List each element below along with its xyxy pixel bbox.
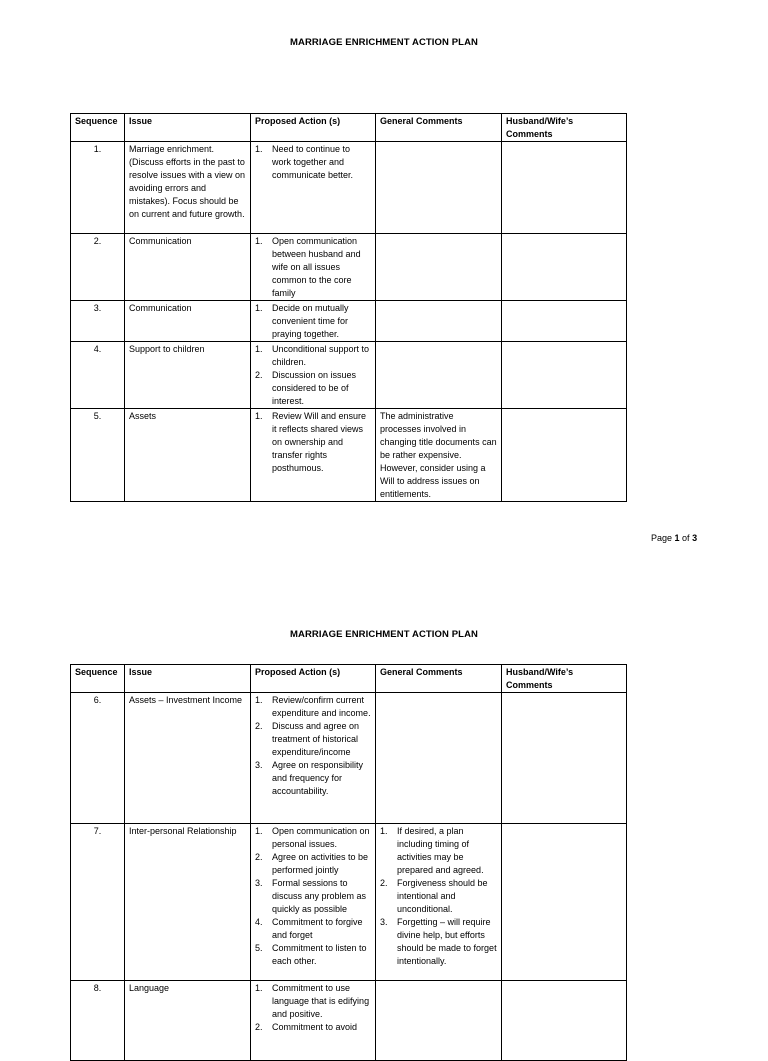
proposed-action-item [255,877,371,916]
table-row [71,409,627,502]
issue-cell: Language [125,981,251,1061]
page-title: MARRIAGE ENRICHMENT ACTION PLAN [290,37,478,48]
list-item-text: Review Will and ensure it reflects shared views on ownership and transfer rights posthumous. [272,411,367,473]
page-number-current: 1 [674,533,680,543]
proposed-actions-cell [251,301,376,342]
table-row [71,301,627,342]
header-proposed-actions: Proposed Action (s) [251,665,376,693]
header-sequence: Sequence [71,665,125,693]
general-comments-cell [376,824,502,981]
table-row [71,693,627,824]
list-number: 1. [255,303,263,313]
sequence-cell: 4. [71,342,125,409]
proposed-action-item [255,942,371,968]
husband-wife-comments-cell [502,824,627,981]
list-number: 4. [255,917,263,927]
issue-cell: Marriage enrichment. (Discuss efforts in the past to resolve issues with a view on avoiding errors and mistakes). Focus should be on current and future growth. [125,142,251,234]
action-plan-table [70,113,627,502]
proposed-action-item [255,851,371,877]
general-comments-cell [376,693,502,824]
list-number: 1. [255,826,263,836]
list-item-text: Discussion on issues considered to be of interest. [272,370,357,406]
proposed-action-item [255,343,371,369]
proposed-action-item [255,916,371,942]
proposed-action-item [255,410,371,475]
proposed-actions-cell [251,409,376,502]
table-row [71,342,627,409]
page-number-total: 3 [692,533,698,543]
husband-wife-comments-cell [502,693,627,824]
general-comments-cell: The administrative processes involved in changing title documents can be rather expensive. However, consider using a Will to address issues on entitlements. [376,409,502,502]
list-item-text: Decide on mutually convenient time for praying together. [272,303,349,339]
proposed-actions-cell [251,693,376,824]
general-comments-cell [376,234,502,301]
issue-cell: Assets – Investment Income [125,693,251,824]
proposed-action-item [255,235,371,300]
header-proposed-actions: Proposed Action (s) [251,114,376,142]
list-item-text: Commitment to forgive and forget [272,917,363,940]
general-comments-cell [376,342,502,409]
general-comments-cell [376,301,502,342]
header-issue: Issue [125,665,251,693]
sequence-cell: 7. [71,824,125,981]
list-number: 1. [255,344,263,354]
list-number: 2. [255,370,263,380]
general-comment-item [380,916,497,968]
proposed-action-item [255,302,371,341]
list-number: 2. [255,1022,263,1032]
sequence-cell: 2. [71,234,125,301]
list-item-text: Unconditional support to children. [272,344,370,367]
header-general-comments: General Comments [376,114,502,142]
list-number: 3. [255,878,263,888]
sequence-cell: 5. [71,409,125,502]
proposed-actions-cell [251,234,376,301]
issue-cell: Inter-personal Relationship [125,824,251,981]
list-item-text: Need to continue to work together and communicate better. [272,144,354,180]
list-number: 5. [255,943,263,953]
sequence-cell: 6. [71,693,125,824]
list-item-text: Review/confirm current expenditure and income. [272,695,371,718]
proposed-action-item [255,982,371,1021]
list-number: 2. [255,852,263,862]
general-comments-cell [376,142,502,234]
list-item-text: Open communication on personal issues. [272,826,370,849]
list-item-text: Forgetting – will require divine help, but efforts should be made to forget intentionally. [397,917,497,966]
proposed-action-item [255,143,371,182]
list-item-text: Commitment to use language that is edifying and positive. [272,983,370,1019]
sequence-cell: 8. [71,981,125,1061]
proposed-action-item [255,694,371,720]
husband-wife-comments-cell [502,409,627,502]
issue-cell: Communication [125,234,251,301]
proposed-actions-cell [251,981,376,1061]
list-item-text: If desired, a plan including timing of activities may be prepared and agreed. [397,826,484,875]
list-number: 1. [255,695,263,705]
list-item-text: Agree on responsibility and frequency for accountability. [272,760,364,796]
page-title: MARRIAGE ENRICHMENT ACTION PLAN [290,629,478,640]
table-row [71,234,627,301]
page-number-prefix: Page [651,533,675,543]
proposed-action-item [255,825,371,851]
list-item-text: Commitment to listen to each other. [272,943,367,966]
husband-wife-comments-cell [502,981,627,1061]
header-general-comments: General Comments [376,665,502,693]
list-number: 3. [380,917,388,927]
list-number: 1. [255,983,263,993]
general-comments-cell [376,981,502,1061]
list-item-text: Formal sessions to discuss any problem as quickly as possible [272,878,367,914]
sequence-cell: 3. [71,301,125,342]
action-plan-table [70,664,627,1061]
list-number: 3. [255,760,263,770]
proposed-action-item [255,759,371,798]
proposed-actions-cell [251,342,376,409]
proposed-action-item [255,1021,371,1034]
table-row [71,981,627,1061]
list-number: 1. [255,144,263,154]
list-item-text: Commitment to avoid [272,1022,358,1032]
list-item-text: Open communication between husband and wife on all issues common to the core family [272,236,361,298]
sequence-cell: 1. [71,142,125,234]
header-issue: Issue [125,114,251,142]
list-number: 2. [255,721,263,731]
proposed-action-item [255,369,371,408]
husband-wife-comments-cell [502,301,627,342]
issue-cell: Assets [125,409,251,502]
table-row [71,824,627,981]
general-comment-item [380,877,497,916]
general-comment-item [380,825,497,877]
issue-cell: Support to children [125,342,251,409]
proposed-action-item [255,720,371,759]
issue-cell: Communication [125,301,251,342]
table-row [71,142,627,234]
husband-wife-comments-cell [502,234,627,301]
list-number: 1. [380,826,388,836]
husband-wife-comments-cell [502,142,627,234]
list-item-text: Forgiveness should be intentional and unconditional. [397,878,488,914]
header-husband-wife-comments: Husband/Wife’s Comments [502,665,627,693]
page-number-of: of [679,533,693,543]
list-number: 2. [380,878,388,888]
header-sequence: Sequence [71,114,125,142]
list-item-text: Discuss and agree on treatment of historical expenditure/income [272,721,360,757]
proposed-actions-cell [251,142,376,234]
list-number: 1. [255,411,263,421]
husband-wife-comments-cell [502,342,627,409]
header-husband-wife-comments: Husband/Wife’s Comments [502,114,627,142]
proposed-actions-cell [251,824,376,981]
page-number [651,533,697,543]
list-item-text: Agree on activities to be performed jointly [272,852,369,875]
list-number: 1. [255,236,263,246]
